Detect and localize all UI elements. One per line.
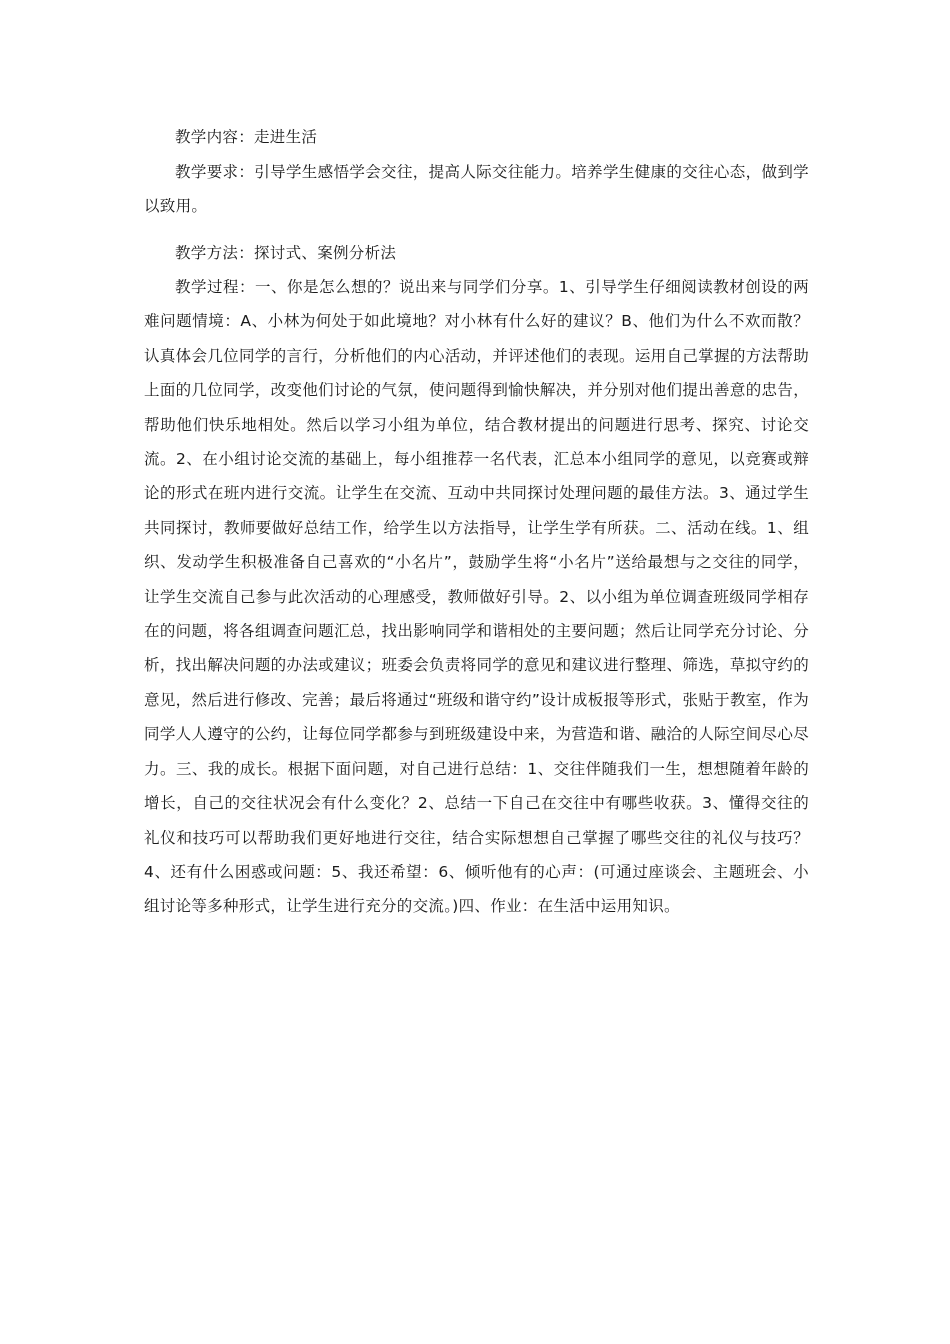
teaching-requirements-paragraph: 教学要求：引导学生感悟学会交往，提高人际交往能力。培养学生健康的交往心态，做到学以致用。 (144, 163, 809, 216)
teaching-process-paragraph: 教学过程：一、你是怎么想的？说出来与同学们分享。1、引导学生仔细阅读教材创设的两难问题情境：A、小林为何处于如此境地？对小林有什么好的建议？B、他们为什么不欢而散？认真体会几位同学的言行，分析他们的内心活动，并评述他们的表现。运用自己掌握的方法帮助上面的几位同学，改变他们讨论的气氛，使问题得到愉快解决，并分别对他们提出善意的忠告，帮助他们快乐地相处。然后以学习小组为单位，结合教材提出的问题进行思考、探究、讨论交流。2、在小组讨论交流的基础上，每小组推荐一名代表，汇总本小组同学的意见，以竞赛或辩论的形式在班内进行交流。让学生在交流、互动中共同探讨处理问题的最佳方法。3、通过学生共同探讨，教师要做好总结工作，给学生以方法指导，让学生学有所获。二、活动在线。1、组织、发动学生积极准备自己喜欢的“小名片”，鼓励学生将“小名片”送给最想与之交往的同学，让学生交流自己参与此次活动的心理感受，教师做好引导。2、以小组为单位调查班级同学相存在的问题，将各组调查问题汇总，找出影响同学和谐相处的主要问题；然后让同学充分讨论、分析，找出解决问题的办法或建议；班委会负责将同学的意见和建议进行整理、筛选，草拟守约的意见，然后进行修改、完善；最后将通过“班级和谐守约”设计成板报等形式，张贴于教室，作为同学人人遵守的公约，让每位同学都参与到班级建设中来，为营造和谐、融洽的人际空间尽心尽力。三、我的成长。根据下面问题，对自己进行总结：1、交往伴随我们一生，想想随着年龄的增长，自己的交往状况会有什么变化？2、总结一下自己在交往中有哪些收获。3、懂得交往的礼仪和技巧可以帮助我们更好地进行交往，结合实际想想自己掌握了哪些交往的礼仪与技巧？4、还有什么困惑或问题：5、我还希望：6、倾听他有的心声：(可通过座谈会、主题班会、小组讨论等多种形式，让学生进行充分的交流。)四、作业：在生活中运用知识。 (144, 278, 809, 916)
teaching-content-paragraph: 教学内容：走进生活 (175, 128, 318, 146)
teaching-methods-paragraph: 教学方法：探讨式、案例分析法 (175, 244, 397, 262)
